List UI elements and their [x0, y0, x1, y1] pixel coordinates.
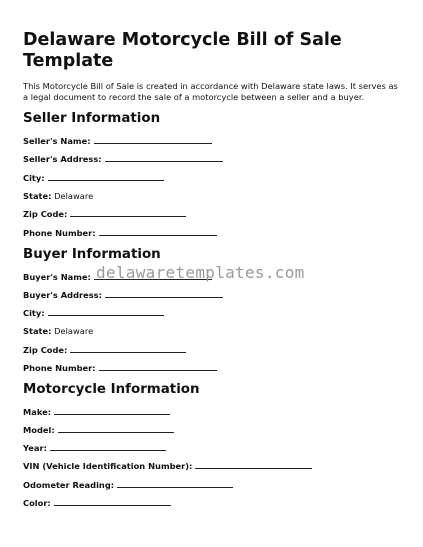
model-blank	[58, 424, 174, 433]
buyer-zip-blank	[70, 344, 186, 353]
buyer-zip-label: Zip Code:	[23, 345, 68, 355]
year-label: Year:	[23, 443, 47, 453]
buyer-name-label: Buyer's Name:	[23, 272, 91, 282]
buyer-address-blank	[105, 289, 223, 298]
buyer-city-field	[23, 307, 403, 319]
seller-phone-blank	[99, 227, 217, 236]
seller-phone-label: Phone Number:	[23, 228, 96, 238]
motorcycle-section-heading: Motorcycle Information	[23, 382, 200, 397]
vin-field	[23, 460, 403, 472]
buyer-zip-field	[23, 344, 403, 356]
odometer-field	[23, 479, 403, 491]
make-blank	[54, 406, 170, 415]
buyer-phone-blank	[99, 362, 217, 371]
seller-city-blank	[48, 172, 164, 181]
seller-name-field	[23, 135, 403, 147]
seller-zip-field	[23, 208, 403, 220]
model-label: Model:	[23, 425, 55, 435]
buyer-state-value: Delaware	[54, 326, 94, 336]
intro-paragraph: This Motorcycle Bill of Sale is created in accordance with Delaware state laws. It serves as a legal document to record the sale of a motorcycle between a seller and a buyer.	[23, 81, 398, 102]
odometer-label: Odometer Reading:	[23, 480, 115, 490]
buyer-address-label: Buyer's Address:	[23, 290, 102, 300]
seller-address-field	[23, 153, 403, 165]
seller-state-value: Delaware	[54, 191, 94, 201]
color-blank	[54, 497, 171, 506]
color-label: Color:	[23, 498, 51, 508]
year-blank	[50, 442, 166, 451]
vin-blank	[195, 460, 312, 469]
seller-name-blank	[94, 135, 212, 144]
seller-address-label: Seller's Address:	[23, 154, 102, 164]
model-field	[23, 424, 403, 436]
buyer-city-blank	[48, 307, 164, 316]
buyer-state-field	[23, 325, 403, 337]
buyer-section-heading: Buyer Information	[23, 247, 161, 262]
seller-name-label: Seller's Name:	[23, 136, 91, 146]
seller-section-heading: Seller Information	[23, 111, 161, 126]
seller-address-blank	[105, 153, 223, 162]
seller-zip-blank	[70, 208, 186, 217]
buyer-phone-field	[23, 362, 403, 374]
vin-label: VIN (Vehicle Identification Number):	[23, 461, 193, 471]
make-field	[23, 406, 403, 418]
seller-zip-label: Zip Code:	[23, 209, 68, 219]
seller-city-field	[23, 172, 403, 184]
color-field	[23, 497, 403, 509]
make-label: Make:	[23, 407, 52, 417]
seller-city-label: City:	[23, 173, 45, 183]
seller-state-field	[23, 190, 403, 202]
buyer-state-label: State:	[23, 326, 52, 336]
buyer-city-label: City:	[23, 308, 45, 318]
buyer-phone-label: Phone Number:	[23, 363, 96, 373]
page-title: Delaware Motorcycle Bill of Sale Template	[23, 30, 342, 71]
year-field	[23, 442, 403, 454]
seller-state-label: State:	[23, 191, 52, 201]
seller-phone-field	[23, 227, 403, 239]
watermark: delawaretemplates.com	[96, 263, 305, 282]
buyer-address-field	[23, 289, 403, 301]
odometer-blank	[117, 479, 233, 488]
